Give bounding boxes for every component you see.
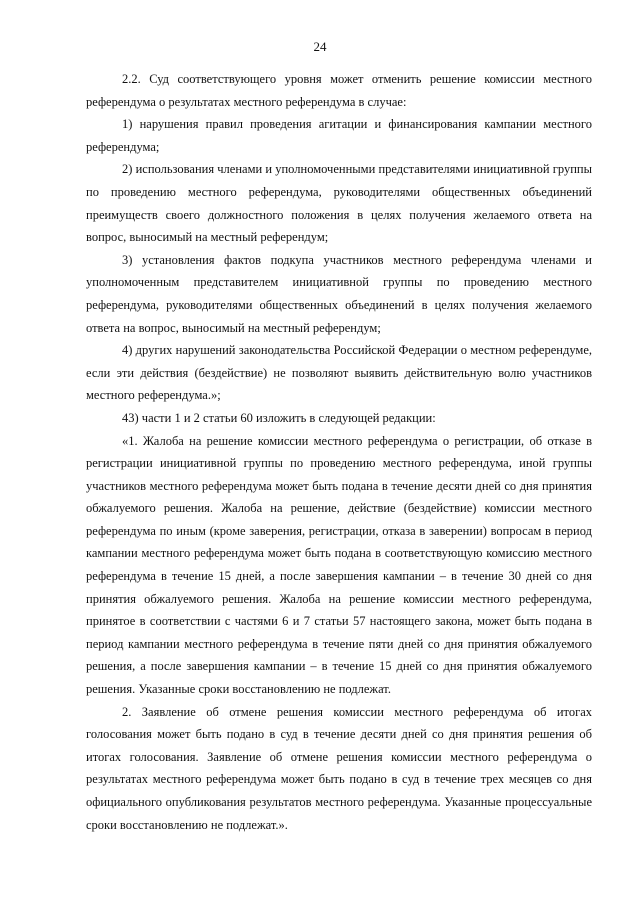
paragraph-2-2: 2.2. Суд соответствующего уровня может отменить решение комиссии местного референдума о результатах местного референдума в случае:	[86, 72, 592, 109]
paragraph-part-2: 2. Заявление об отмене решения комиссии местного референдума об итогах голосования может быть подано в суд в течение десяти дней со дня принятия решения об итогах голосования. Заявление об отмене решения комиссии местного референдума о результатах местного референдума может быть подано в суд в течение трех месяцев со дня официального опубликования результатов местного референдума. Указанные процессуальные сроки восстановлению не подлежат.».	[86, 704, 592, 832]
paragraph-item-1: 1) нарушения правил проведения агитации и финансирования кампании местного референдума;	[86, 117, 592, 154]
paragraph-part-1: «1. Жалоба на решение комиссии местного референдума о регистрации, об отказе в регистрации инициативной группы по проведению местного референдума, иной группы участников местного референдума может быть подана в течение десяти дней со дня принятия обжалуемого решения. Жалоба на решение, действие (бездействие) комиссии местного референдума по иным (кроме заверения, регистрации, отказа в заверении) вопросам в период кампании местного референдума может быть подана в соответствующую комиссию местного референдума в течение 15 дней, а после завершения кампании – в течение 30 дней со дня принятия обжалуемого решения. Жалоба на решение комиссии местного референдума, принятое в соответствии с частями 6 и 7 статьи 57 настоящего закона, может быть подана в период кампании местного референдума в течение пяти дней со дня принятия обжалуемого решения, а после завершения кампании – в течение 15 дней со дня принятия обжалуемого решения. Указанные сроки восстановлению не подлежат.	[86, 433, 592, 697]
paragraph-amendment-43: 43) части 1 и 2 статьи 60 изложить в следующей редакции:	[122, 410, 436, 425]
paragraph-item-2: 2) использования членами и уполномоченными представителями инициативной группы по проведению местного референдума, руководителями общественных объединений преимуществ своего должностного положения в целях получения желаемого ответа на вопрос, выносимый на местный референдум;	[86, 162, 592, 245]
paragraph-item-4: 4) других нарушений законодательства Российской Федерации о местном референдуме, если эти действия (бездействие) не позволяют выявить действительную волю участников местного референдума.»;	[86, 343, 592, 403]
document-body	[86, 68, 592, 836]
paragraph-item-3: 3) установления фактов подкупа участников местного референдума членами и уполномоченным представителем инициативной группы по проведению местного референдума, руководителями общественных объединений в целях получения желаемого ответа на вопрос, выносимый на местный референдум;	[86, 252, 592, 335]
page-number: 24	[313, 39, 327, 54]
